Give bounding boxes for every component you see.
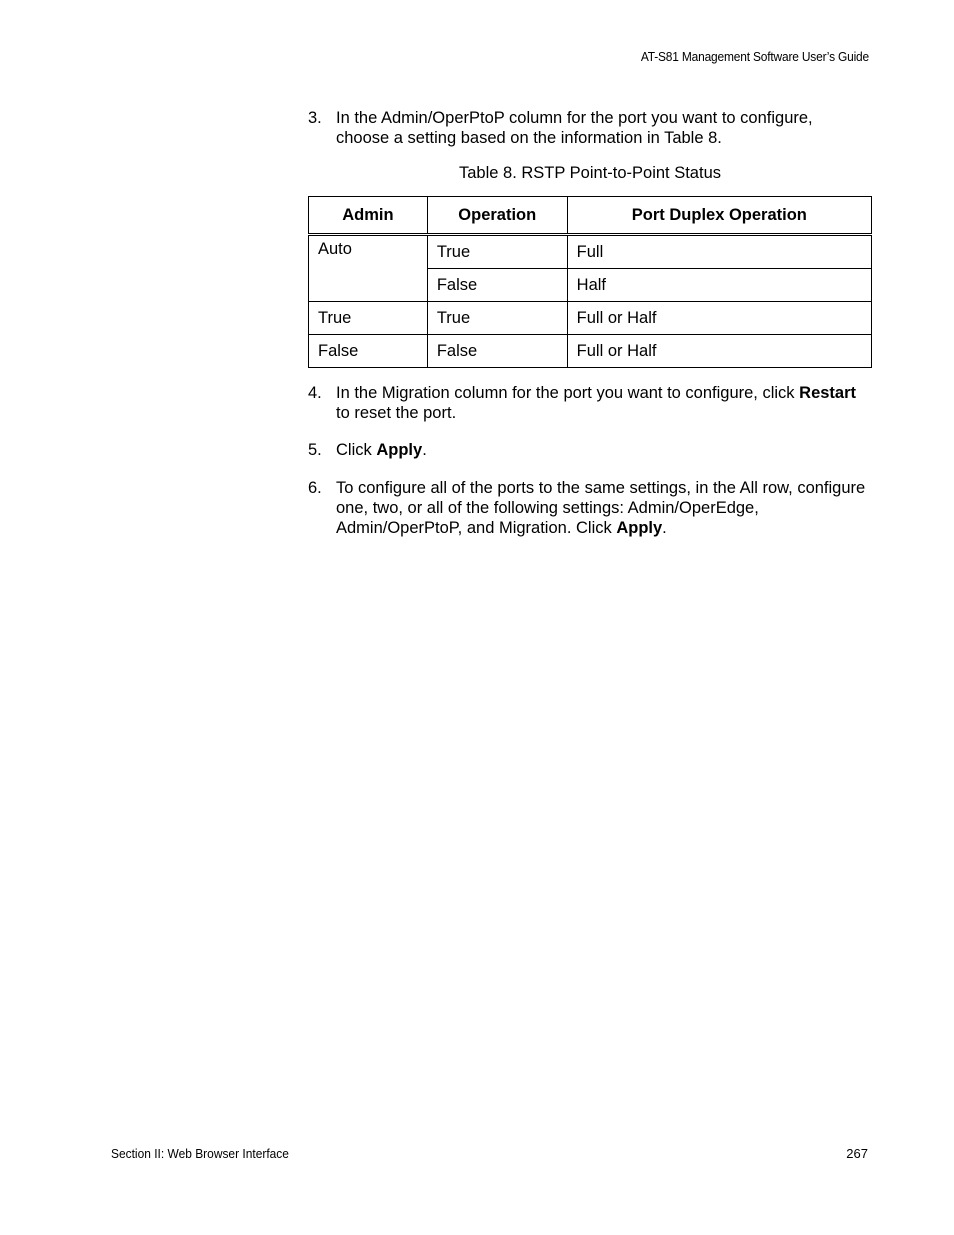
step-5 [308, 440, 868, 460]
page-number: 267 [846, 1146, 868, 1161]
table-cell-admin: True [309, 302, 428, 335]
table-row [309, 335, 872, 368]
step-6 [308, 478, 868, 538]
step-text: In the Migration column for the port you want to configure, click Restart to reset the port. [336, 384, 857, 422]
table-cell-operation: True [427, 235, 567, 269]
step-text: In the Admin/OperPtoP column for the port you want to configure, choose a setting based on the information in Table 8. [336, 109, 813, 147]
column-header-admin: Admin [309, 197, 428, 235]
step-number: 6. [308, 479, 322, 497]
running-header: AT-S81 Management Software User’s Guide [640, 49, 869, 64]
step-3 [308, 108, 868, 148]
column-header-operation: Operation [427, 197, 567, 235]
restart-term: Restart [799, 384, 857, 402]
table-row [309, 235, 872, 269]
table-cell-duplex: Full [567, 235, 871, 269]
apply-term: Apply [616, 519, 663, 537]
table-cell-duplex: Full or Half [567, 302, 871, 335]
table-cell-operation: False [427, 269, 567, 302]
table-cell-duplex: Half [567, 269, 871, 302]
table-cell-admin: Auto [309, 235, 428, 302]
step-text: To configure all of the ports to the same settings, in the All row, configure one, two, or all of the following settings: Admin/OperEdge, Admin/OperPtoP, and Migration. Click Apply. [336, 479, 866, 537]
step-number: 3. [308, 109, 322, 127]
step-4 [308, 383, 868, 423]
table-row [309, 302, 872, 335]
step-number: 4. [308, 384, 322, 402]
table-header-row [309, 197, 872, 235]
footer-section-title: Section II: Web Browser Interface [111, 1146, 289, 1161]
step-number: 5. [308, 441, 322, 459]
table-cell-admin: False [309, 335, 428, 368]
rstp-point-to-point-table [308, 196, 872, 368]
table-cell-operation: True [427, 302, 567, 335]
apply-term: Apply [376, 441, 423, 459]
table-cell-duplex: Full or Half [567, 335, 871, 368]
table-caption: Table 8. RSTP Point-to-Point Status [459, 164, 721, 182]
column-header-port-duplex-operation: Port Duplex Operation [567, 197, 871, 235]
table-cell-operation: False [427, 335, 567, 368]
step-text: Click Apply. [336, 441, 427, 459]
